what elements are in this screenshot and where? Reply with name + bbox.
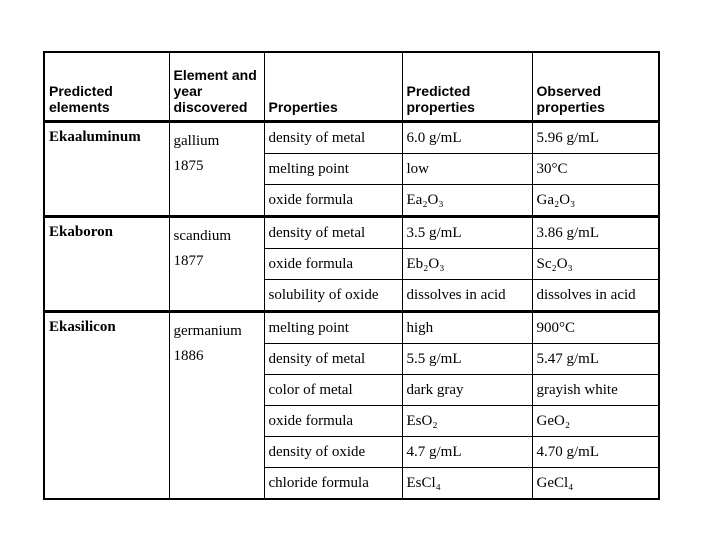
- observed-value-cell: GeCl₄: [532, 468, 659, 500]
- observed-value-cell: grayish white: [532, 375, 659, 406]
- element-discovered-cell: [169, 122, 264, 217]
- predicted-value-cell: 3.5 g/mL: [402, 217, 532, 249]
- discovery-year: 1875: [173, 158, 204, 174]
- property-cell: melting point: [264, 312, 402, 344]
- predicted-element-name: Ekaaluminum: [44, 122, 169, 217]
- header-predicted-properties: Predicted properties: [402, 52, 532, 122]
- table-body: [44, 122, 659, 500]
- property-cell: oxide formula: [264, 406, 402, 437]
- observed-value-cell: 30°C: [532, 154, 659, 185]
- discovery-year: 1877: [173, 253, 204, 269]
- observed-value-cell: Ga₂O₃: [532, 185, 659, 217]
- predicted-element-name: Ekasilicon: [44, 312, 169, 500]
- header-observed-properties: Observed properties: [532, 52, 659, 122]
- observed-value-cell: 4.70 g/mL: [532, 437, 659, 468]
- predicted-value-cell: Ea₂O₃: [402, 185, 532, 217]
- predicted-value-cell: 6.0 g/mL: [402, 122, 532, 154]
- property-cell: chloride formula: [264, 468, 402, 500]
- element-discovered-cell: [169, 312, 264, 500]
- observed-value-cell: dissolves in acid: [532, 280, 659, 312]
- element-name: scandium: [173, 228, 231, 244]
- observed-value-cell: 3.86 g/mL: [532, 217, 659, 249]
- element-name: gallium: [173, 133, 220, 149]
- table-row: [44, 312, 659, 344]
- predicted-value-cell: dark gray: [402, 375, 532, 406]
- predicted-value-cell: 5.5 g/mL: [402, 344, 532, 375]
- observed-value-cell: GeO₂: [532, 406, 659, 437]
- property-cell: density of oxide: [264, 437, 402, 468]
- observed-value-cell: 900°C: [532, 312, 659, 344]
- observed-value-cell: 5.47 g/mL: [532, 344, 659, 375]
- element-name: germanium: [173, 323, 242, 339]
- property-cell: solubility of oxide: [264, 280, 402, 312]
- property-cell: density of metal: [264, 217, 402, 249]
- observed-value-cell: 5.96 g/mL: [532, 122, 659, 154]
- predicted-value-cell: dissolves in acid: [402, 280, 532, 312]
- property-cell: melting point: [264, 154, 402, 185]
- property-cell: density of metal: [264, 344, 402, 375]
- property-cell: density of metal: [264, 122, 402, 154]
- predicted-value-cell: low: [402, 154, 532, 185]
- mendeleev-predictions-table: [43, 51, 660, 500]
- predicted-value-cell: Eb₂O₃: [402, 249, 532, 280]
- predicted-value-cell: EsO₂: [402, 406, 532, 437]
- header-element-year: Element and year discovered: [169, 52, 264, 122]
- element-discovered-cell: [169, 217, 264, 312]
- property-cell: oxide formula: [264, 249, 402, 280]
- predicted-value-cell: 4.7 g/mL: [402, 437, 532, 468]
- discovery-year: 1886: [173, 348, 204, 364]
- header-row: [44, 52, 659, 122]
- table-row: [44, 217, 659, 249]
- table-row: [44, 122, 659, 154]
- predicted-value-cell: EsCl₄: [402, 468, 532, 500]
- header-properties: Properties: [264, 52, 402, 122]
- header-predicted-elements: Predicted elements: [44, 52, 169, 122]
- predicted-value-cell: high: [402, 312, 532, 344]
- predicted-element-name: Ekaboron: [44, 217, 169, 312]
- property-cell: color of metal: [264, 375, 402, 406]
- observed-value-cell: Sc₂O₃: [532, 249, 659, 280]
- property-cell: oxide formula: [264, 185, 402, 217]
